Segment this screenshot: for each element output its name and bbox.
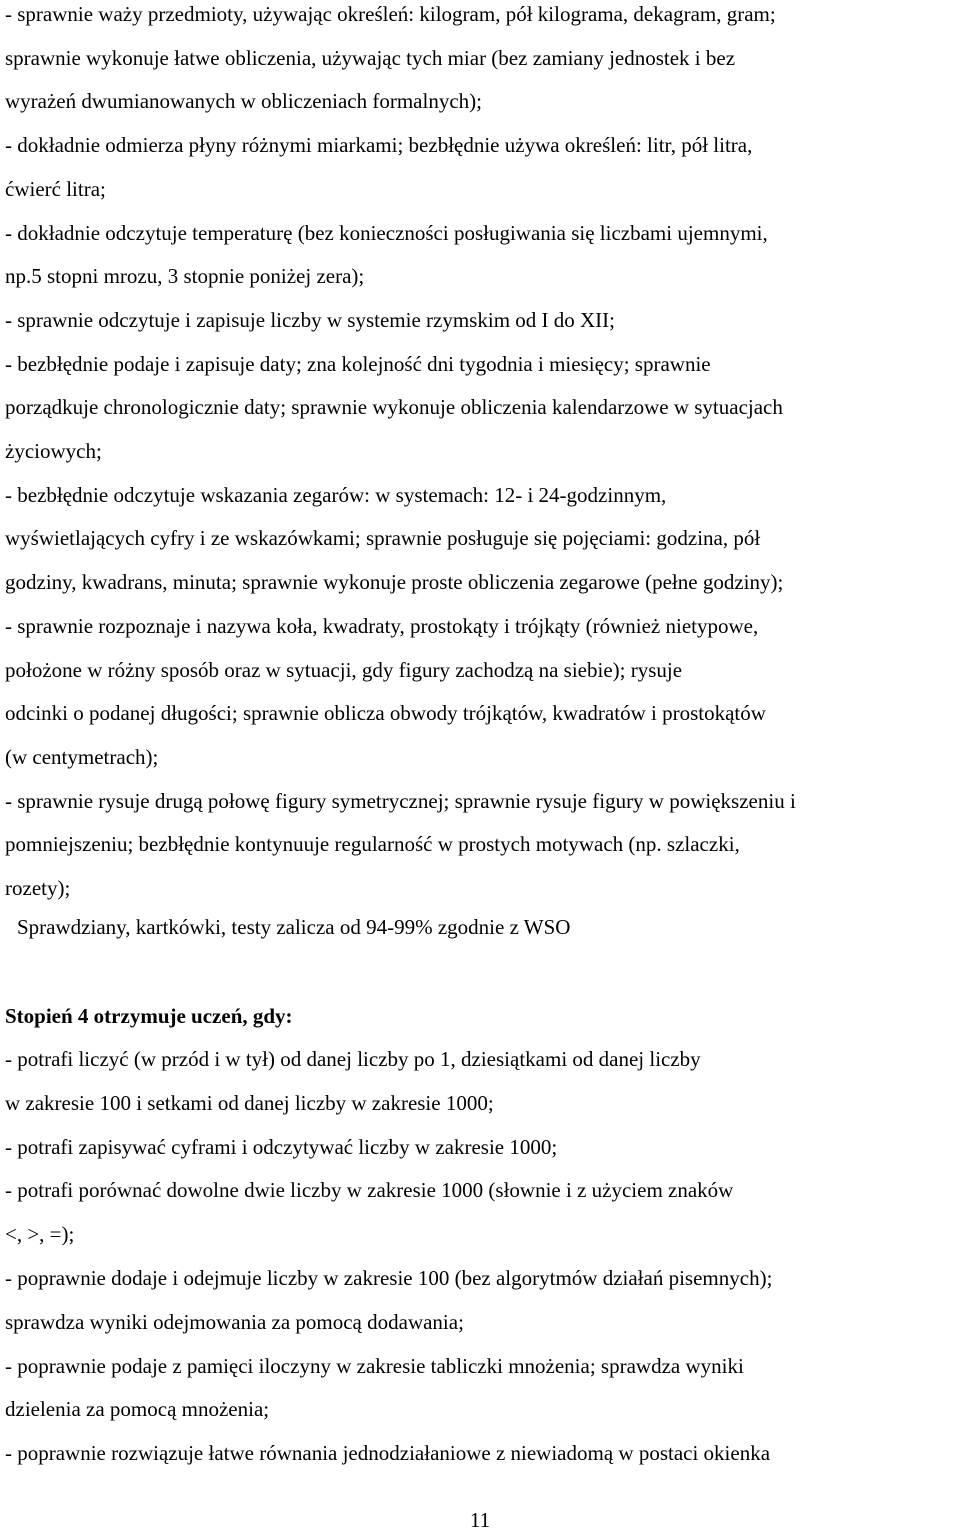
text-line: wyrażeń dwumianowanych w obliczeniach formalnych); (5, 89, 482, 114)
text-line: ćwierć litra; (5, 176, 106, 201)
page-number: 11 (469, 1508, 491, 1532)
text-line: położone w różny sposób oraz w sytuacji, gdy figury zachodzą na siebie); rysuje (5, 657, 683, 682)
text-line: - potrafi porównać dowolne dwie liczby w zakresie 1000 (słownie i z użyciem znaków (5, 1178, 734, 1203)
text-line: wyświetlających cyfry i ze wskazówkami; sprawnie posługuje się pojęciami: godzina, pół (5, 526, 761, 551)
text-line: - sprawnie rozpoznaje i nazywa koła, kwadraty, prostokąty i trójkąty (również nietypowe, (5, 613, 759, 638)
section-heading: Stopień 4 otrzymuje uczeń, gdy: (5, 1004, 293, 1028)
text-line: <, >, =); (5, 1222, 75, 1247)
text-line: godziny, kwadrans, minuta; sprawnie wykonuje proste obliczenia zegarowe (pełne godziny); (5, 570, 784, 595)
assessment-note: Sprawdziany, kartkówki, testy zalicza od 94-99% zgodnie z WSO (17, 915, 571, 939)
text-line: - bezbłędnie odczytuje wskazania zegarów: w systemach: 12- i 24-godzinnym, (5, 482, 667, 507)
text-line: pomniejszeniu; bezbłędnie kontynuuje regularność w prostych motywach (np. szlaczki, (5, 832, 740, 857)
text-line: - potrafi zapisywać cyframi i odczytywać liczby w zakresie 1000; (5, 1134, 558, 1159)
text-line: porządkuje chronologicznie daty; sprawnie wykonuje obliczenia kalendarzowe w sytuacjach (5, 395, 783, 420)
text-line: w zakresie 100 i setkami od danej liczby w zakresie 1000; (5, 1090, 494, 1115)
text-line: - poprawnie rozwiązuje łatwe równania jednodziałaniowe z niewiadomą w postaci okienka (5, 1441, 771, 1466)
text-line: dzielenia za pomocą mnożenia; (5, 1397, 270, 1422)
text-line: - sprawnie odczytuje i zapisuje liczby w systemie rzymskim od I do XII; (5, 307, 616, 332)
text-line: - sprawnie waży przedmioty, używając określeń: kilogram, pół kilograma, dekagram, gram; (5, 2, 776, 26)
text-line: życiowych; (5, 439, 102, 463)
text-line: - poprawnie podaje z pamięci iloczyny w zakresie tabliczki mnożenia; sprawdza wyniki (5, 1353, 744, 1378)
text-line: sprawdza wyniki odejmowania za pomocą dodawania; (5, 1309, 464, 1334)
text-line: odcinki o podanej długości; sprawnie oblicza obwody trójkątów, kwadratów i prostokątów (5, 701, 766, 726)
text-line: - sprawnie rysuje drugą połowę figury symetrycznej; sprawnie rysuje figury w powiększeniu i (5, 788, 796, 813)
text-line: np.5 stopni mrozu, 3 stopnie poniżej zera); (5, 264, 365, 289)
text-line: - potrafi liczyć (w przód i w tył) od danej liczby po 1, dziesiątkami od danej liczby (5, 1047, 701, 1071)
text-line: - poprawnie dodaje i odejmuje liczby w zakresie 100 (bez algorytmów działań pisemnych); (5, 1266, 773, 1290)
text-line: (w centymetrach); (5, 744, 159, 769)
text-line: - dokładnie odmierza płyny różnymi miarkami; bezbłędnie używa określeń: litr, pół litra, (5, 133, 753, 158)
text-line: - bezbłędnie podaje i zapisuje daty; zna kolejność dni tygodnia i miesięcy; sprawnie (5, 351, 711, 376)
text-line: - dokładnie odczytuje temperaturę (bez konieczności posługiwania się liczbami ujemnymi, (5, 220, 768, 245)
text-line: sprawnie wykonuje łatwe obliczenia, używając tych miar (bez zamiany jednostek i bez (5, 45, 736, 70)
text-line: rozety); (5, 876, 71, 900)
